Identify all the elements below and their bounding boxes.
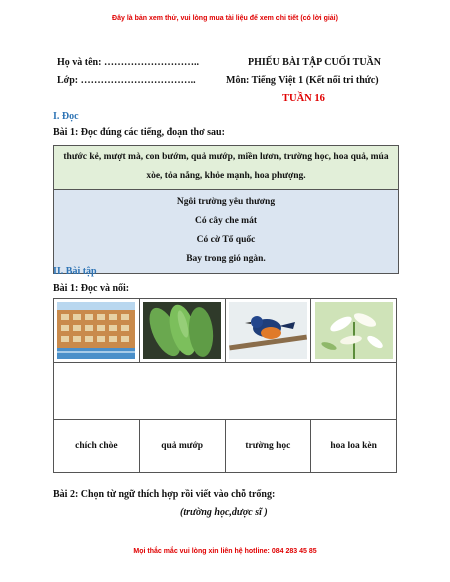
lily-flower-image <box>315 302 393 359</box>
match-word-hoa-loa-ken: hoa loa kèn <box>311 420 397 473</box>
reading-poem <box>54 190 398 273</box>
poem-line: Ngôi trường yêu thương <box>176 197 276 207</box>
fill-exercise-2: Bài 2: Chọn từ ngữ thích hợp rồi viết vào chỗ trống: <box>53 489 276 500</box>
section-exercises-heading: II. Bài tập <box>53 266 97 277</box>
matching-space <box>54 363 397 420</box>
section-reading-heading: I. Đọc <box>53 111 79 122</box>
luffa-gourd-image <box>143 302 221 359</box>
subject-label: Môn: Tiếng Việt 1 (Kết nối tri thức) <box>226 75 379 86</box>
reading-box <box>53 145 399 274</box>
match-word-chich-choe: chích chòe <box>54 420 140 473</box>
bird-image <box>229 302 307 359</box>
match-word-truong-hoc: trường học <box>225 420 311 473</box>
poem-line: Bay trong gió ngàn. <box>186 254 266 264</box>
poem-line: Có cờ Tổ quốc <box>196 235 256 245</box>
hotline-notice-bottom: Mọi thắc mắc vui lòng xin liên hệ hotline: 084 283 45 85 <box>133 548 317 555</box>
image-cell <box>54 299 140 363</box>
week-label: TUẦN 16 <box>282 93 325 104</box>
class-field-label: Lớp: …………………………….. <box>57 75 196 86</box>
name-field-label: Họ và tên: ……………………….. <box>57 57 199 68</box>
image-cell <box>225 299 311 363</box>
reading-words: thước kẻ, mượt mà, con bướm, quả mướp, miền lươn, trường học, hoa quả, múa xòe, tỏa nắng, khỏe mạnh, hoa phượng. <box>54 146 398 190</box>
preview-notice-top: Đây là bản xem thử, vui lòng mua tài liệu để xem chi tiết (có lời giải) <box>112 15 338 22</box>
match-exercise-1: Bài 1: Đọc và nối: <box>53 283 130 294</box>
match-word-qua-muop: quả mướp <box>139 420 225 473</box>
worksheet-title: PHIẾU BÀI TẬP CUỐI TUẦN <box>248 57 381 68</box>
school-building-image <box>57 302 135 359</box>
fill-exercise-hint: (trường học,dược sĩ ) <box>180 507 268 518</box>
image-cell <box>139 299 225 363</box>
matching-table <box>53 298 397 473</box>
reading-exercise-1: Bài 1: Đọc đúng các tiếng, đoạn thơ sau: <box>53 127 225 138</box>
image-cell <box>311 299 397 363</box>
poem-line: Có cây che mát <box>195 216 257 226</box>
